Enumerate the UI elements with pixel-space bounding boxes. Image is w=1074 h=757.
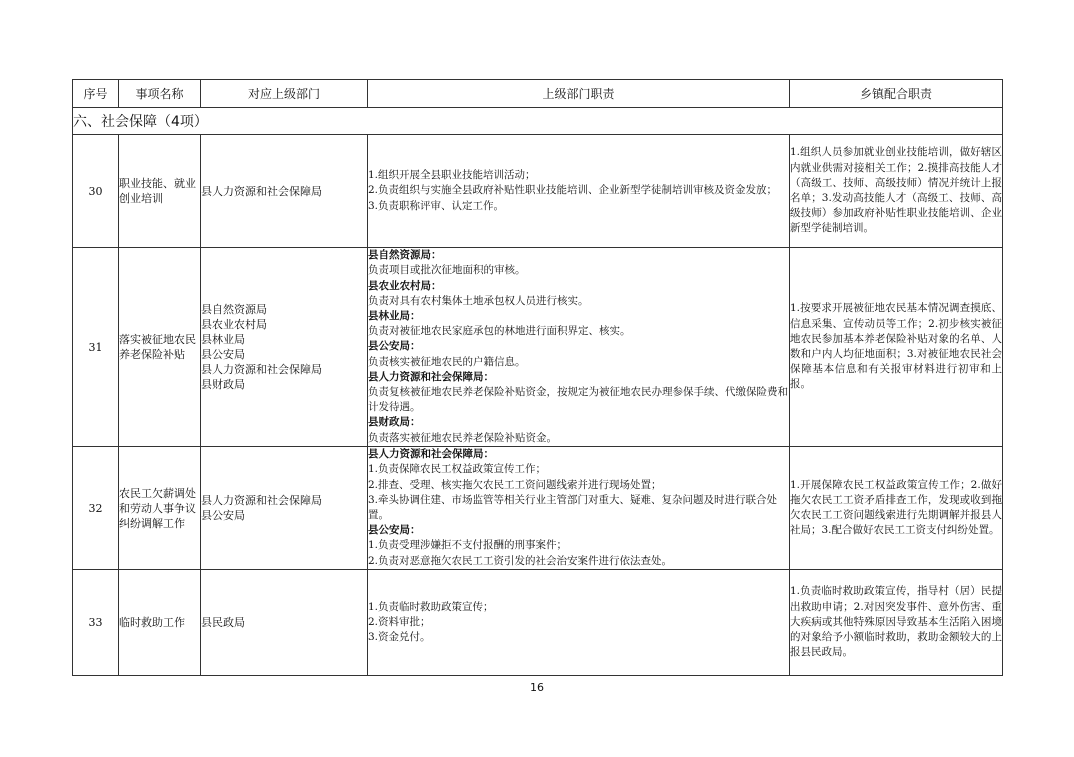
row-number: 32	[73, 447, 119, 570]
header-row	[73, 80, 1003, 108]
upper-duty	[368, 135, 790, 248]
duty-line: 负责项目或批次征地面积的审核。	[368, 264, 526, 277]
duty-dept-heading: 县自然资源局：	[368, 249, 442, 262]
duty-line: 3.牵头协调住建、市场监管等相关行业主管部门对重大、疑难、复杂问题及时进行联合处置。	[368, 493, 778, 521]
duty-dept-heading: 县公安局：	[368, 524, 421, 537]
town-duty: 1.按要求开展被征地农民基本情况调查摸底、信息采集、宣传动员等工作；2.初步核实被征地农民参加基本养老保险补贴对象的名单、人数和户内人均征地面积；3.对被征地农民社会保障基本信息和有关报审材料进行初审和上报。	[790, 248, 1003, 447]
duty-line: 负责对具有农村集体土地承包权人员进行核实。	[368, 294, 589, 307]
duty-dept-heading: 县林业局：	[368, 309, 421, 322]
page-number: 16	[530, 681, 544, 694]
duty-line: 1.负责受理涉嫌拒不支付报酬的刑事案件；	[368, 539, 568, 552]
duty-dept-heading: 县公安局：	[368, 340, 421, 353]
town-duty: 1.负责临时救助政策宣传，指导村（居）民提出救助申请；2.对因突发事件、意外伤害、重大疾病或其他特殊原因导致基本生活陷入困境的对象给予小额临时救助，救助金额较大的上报县民政局。	[790, 570, 1003, 676]
duty-line: 3.负责职称评审、认定工作。	[368, 199, 505, 212]
responsibility-table	[72, 79, 1003, 676]
duty-line: 1.负责临时救助政策宣传；	[368, 600, 494, 613]
upper-duty	[368, 248, 790, 447]
table-row	[73, 248, 1003, 447]
duty-dept-heading: 县人力资源和社会保障局：	[368, 448, 494, 461]
duty-line: 1.负责保障农民工权益政策宣传工作；	[368, 463, 547, 476]
department-list: 县人力资源和社会保障局	[201, 135, 368, 248]
table-row	[73, 135, 1003, 248]
header-name: 事项名称	[119, 80, 201, 108]
department-list: 县自然资源局 县农业农村局 县林业局 县公安局 县人力资源和社会保障局 县财政局	[201, 248, 368, 447]
upper-duty	[368, 447, 790, 570]
item-name: 落实被征地农民养老保险补贴	[119, 248, 201, 447]
header-town: 乡镇配合职责	[790, 80, 1003, 108]
row-number: 31	[73, 248, 119, 447]
table-row	[73, 570, 1003, 676]
duty-dept-heading: 县农业农村局：	[368, 279, 442, 292]
duty-line: 负责对被征地农民家庭承包的林地进行面积界定、核实。	[368, 325, 631, 338]
row-number: 33	[73, 570, 119, 676]
duty-line: 3.资金兑付。	[368, 631, 431, 644]
duty-line: 2.资料审批；	[368, 615, 431, 628]
duty-line: 负责复核被征地农民养老保险补贴资金，按规定为被征地农民办理参保手续、代缴保险费和计发待遇。	[368, 386, 788, 414]
department-list: 县民政局	[201, 570, 368, 676]
upper-duty	[368, 570, 790, 676]
item-name: 农民工欠薪调处和劳动人事争议纠纷调解工作	[119, 447, 201, 570]
header-seq: 序号	[73, 80, 119, 108]
town-duty: 1.组织人员参加就业创业技能培训，做好辖区内就业供需对接相关工作；2.摸排高技能人才（高级工、技师、高级技师）情况并统计上报名单；3.发动高技能人才（高级工、技师、高级技师）参加政府补贴性职业技能培训、企业新型学徒制培训。	[790, 135, 1003, 248]
section-row	[73, 108, 1003, 135]
duty-line: 2.负责组织与实施全县政府补贴性职业技能培训、企业新型学徒制培训审核及资金发放；	[368, 184, 778, 197]
town-duty: 1.开展保障农民工权益政策宣传工作；2.做好拖欠农民工工资矛盾排查工作，发现或收到拖欠农民工工资问题线索进行先期调解并报县人社局；3.配合做好农民工工资支付纠纷处置。	[790, 447, 1003, 570]
header-duty: 上级部门职责	[368, 80, 790, 108]
duty-line: 2.排查、受理、核实拖欠农民工工资问题线索并进行现场处置；	[368, 478, 662, 491]
duty-line: 负责落实被征地农民养老保险补贴资金。	[368, 431, 557, 444]
duty-line: 负责核实被征地农民的户籍信息。	[368, 355, 526, 368]
section-title: 六、社会保障（4项）	[73, 108, 1003, 135]
duty-line: 1.组织开展全县职业技能培训活动；	[368, 169, 536, 182]
table-row	[73, 447, 1003, 570]
department-list: 县人力资源和社会保障局 县公安局	[201, 447, 368, 570]
duty-dept-heading: 县人力资源和社会保障局：	[368, 370, 494, 383]
duty-dept-heading: 县财政局：	[368, 416, 421, 429]
row-number: 30	[73, 135, 119, 248]
header-dept: 对应上级部门	[201, 80, 368, 108]
duty-line: 2.负责对恶意拖欠农民工工资引发的社会治安案件进行依法查处。	[368, 554, 673, 567]
item-name: 临时救助工作	[119, 570, 201, 676]
item-name: 职业技能、就业创业培训	[119, 135, 201, 248]
